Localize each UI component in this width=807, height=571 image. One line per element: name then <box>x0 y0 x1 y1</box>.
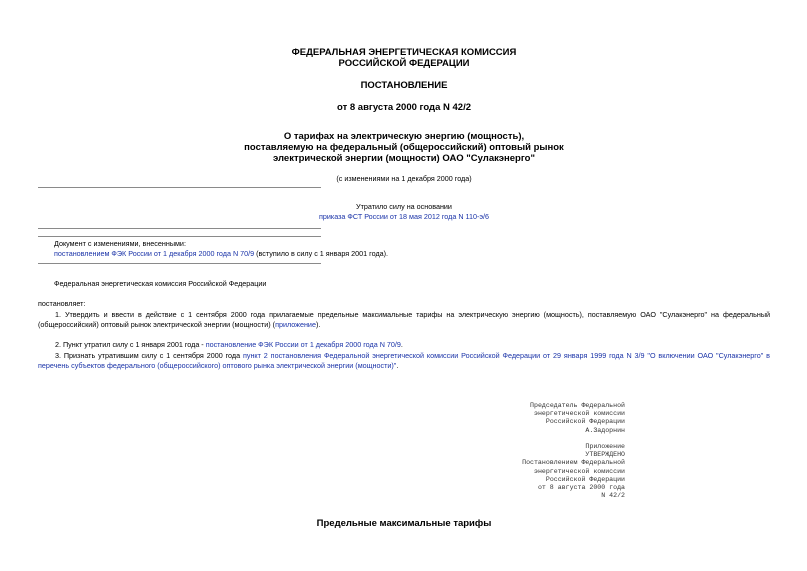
validity-link[interactable]: приказа ФСТ России от 18 мая 2012 года N 110-э/6 <box>318 212 490 221</box>
org-name-line2: РОССИЙСКОЙ ФЕДЕРАЦИИ <box>338 58 470 69</box>
paragraph-1 <box>38 310 770 330</box>
paragraph-3-end: . <box>396 361 399 370</box>
appendix-line: Приложение <box>585 443 625 450</box>
document-title-line1: О тарифах на электрическую энергию (мощность), <box>283 131 525 142</box>
appendix-line: N 42/2 <box>601 492 625 500</box>
paragraph-1-end: ). <box>315 320 321 329</box>
paragraph-3-link[interactable]: пункт 2 постановления Федеральной энергетической комиссии Российской Федерации от 29 января 1999 года N 3/9 "О включении ОАО "Сулакэнерго" в перечень субъектов федерального (общероссийского) оптового рынка электрической энергии (мощности)" <box>38 351 770 370</box>
commission-name: Федеральная энергетическая комиссия Российской Федерации <box>54 279 267 288</box>
resolves-label: постановляет: <box>38 299 86 308</box>
document-title-line2: поставляемую на федеральный (общероссийский) оптовый рынок <box>244 142 564 153</box>
divider <box>38 263 321 264</box>
document-date: от 8 августа 2000 года N 42/2 <box>337 102 471 113</box>
paragraph-3-text: 3. Признать утратившим силу с 1 сентября 2000 года <box>55 351 243 360</box>
document-title-line3: электрической энергии (мощности) ОАО "Сулакэнерго" <box>273 153 535 164</box>
appendix-line: Российской Федерации <box>545 475 625 483</box>
org-name-line1: ФЕДЕРАЛЬНАЯ ЭНЕРГЕТИЧЕСКАЯ КОМИССИЯ <box>291 47 517 58</box>
tariffs-heading: Предельные максимальные тарифы <box>316 518 492 529</box>
signature-line: Российской Федерации <box>545 418 625 426</box>
validity-text: Утратило силу на основании <box>356 202 452 211</box>
appendix-line: УТВЕРЖДЕНО <box>585 451 625 459</box>
changes-suffix: (вступило в силу с 1 января 2001 года). <box>254 249 389 258</box>
appendix-link[interactable]: приложение <box>275 320 316 329</box>
paragraph-2 <box>38 340 770 350</box>
appendix-line: от 8 августа 2000 года <box>537 484 625 492</box>
divider <box>38 228 321 229</box>
paragraph-3 <box>38 351 770 371</box>
paragraph-1-text: 1. Утвердить и ввести в действие с 1 сентября 2000 года прилагаемые предельные максимальные тарифы на электрическую энергию (мощность), поставляемую ОАО "Сулакэнерго" на федеральный (общероссийский) оптовый рынок электрической энергии (мощности) ( <box>38 310 770 329</box>
divider <box>38 236 321 237</box>
appendix-approval-block <box>522 443 625 500</box>
divider <box>38 187 321 188</box>
signature-block <box>530 402 625 435</box>
amendment-note: (с изменениями на 1 декабря 2000 года) <box>336 174 472 183</box>
signature-name: А.Задорнин <box>585 426 625 434</box>
document-type: ПОСТАНОВЛЕНИЕ <box>360 80 448 91</box>
changes-line <box>54 249 388 258</box>
signature-line: энергетической комиссии <box>533 410 625 418</box>
paragraph-2-link[interactable]: постановление ФЭК России от 1 декабря 2000 года N 70/9 <box>205 340 401 349</box>
appendix-line: энергетической комиссии <box>533 467 625 475</box>
changes-link[interactable]: постановлением ФЭК России от 1 декабря 2000 года N 70/9 <box>54 249 255 258</box>
paragraph-2-text: 2. Пункт утратил силу с 1 января 2001 года - <box>55 340 206 349</box>
changes-intro: Документ с изменениями, внесенными: <box>54 239 186 248</box>
paragraph-2-end: . <box>400 340 403 349</box>
appendix-line: Постановлением Федеральной <box>522 459 625 467</box>
signature-line: Председатель Федеральной <box>530 402 625 409</box>
